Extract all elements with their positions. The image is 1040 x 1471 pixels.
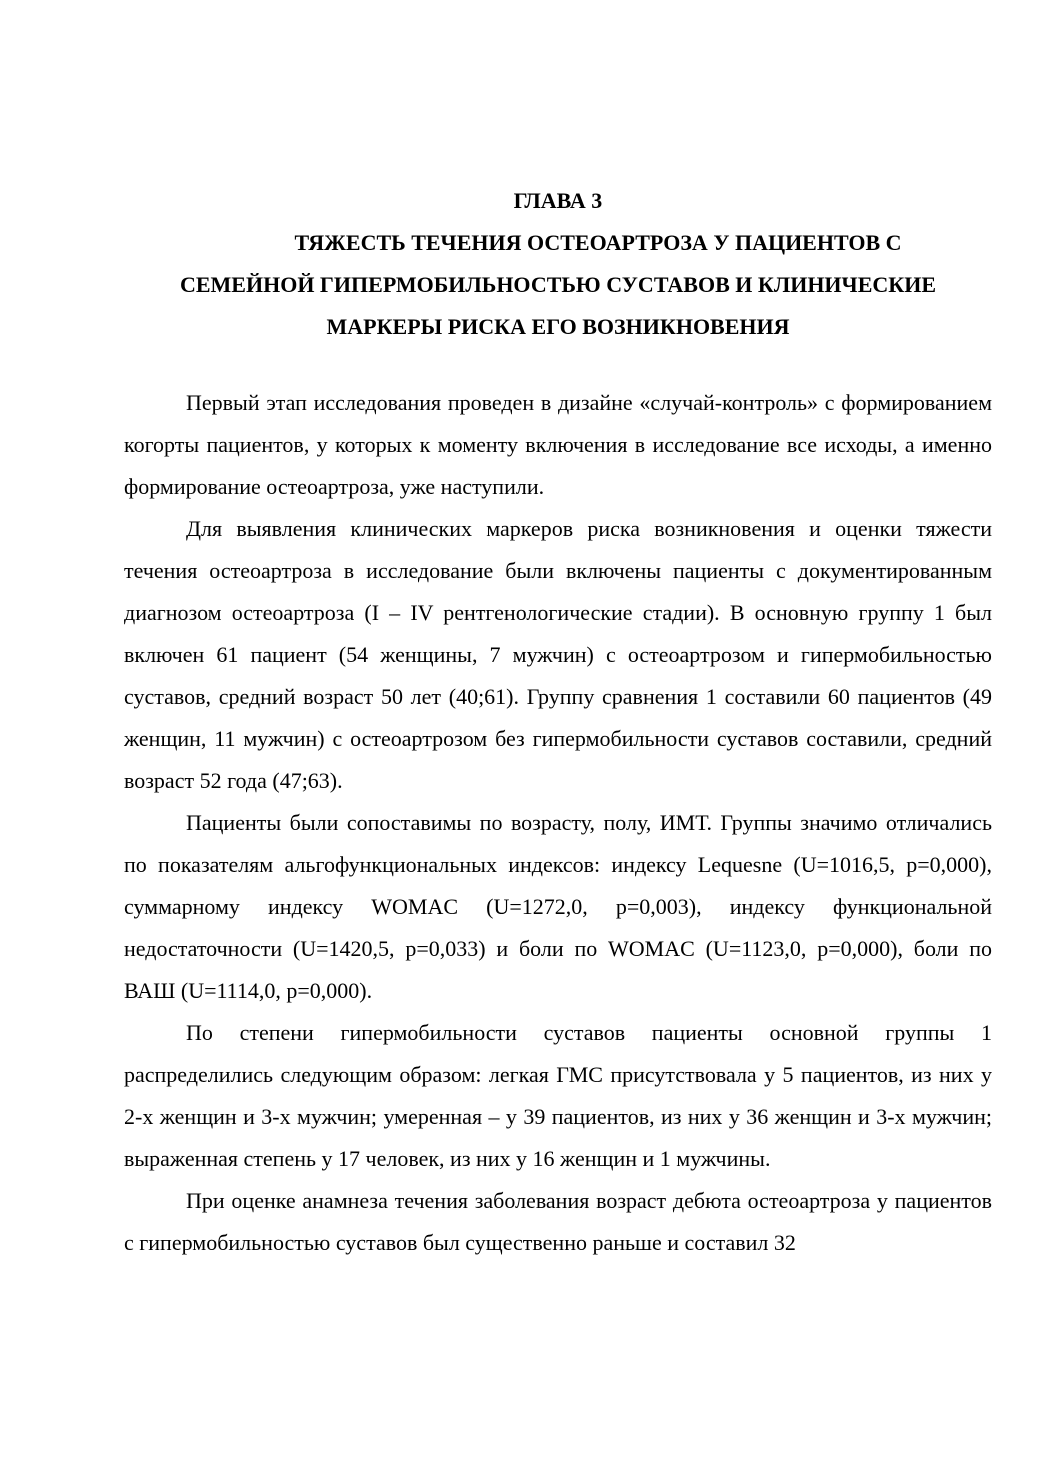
chapter-heading	[124, 180, 992, 348]
paragraph-1: Первый этап исследования проведен в дизайне «случай-контроль» с формированием когорты пациентов, у которых к моменту включения в исследование все исходы, а именно формирование остеоартроза, уже наступили.	[124, 390, 992, 499]
chapter-title-line-3: МАРКЕРЫ РИСКА ЕГО ВОЗНИКНОВЕНИЯ	[326, 314, 790, 339]
chapter-title-line-2: СЕМЕЙНОЙ ГИПЕРМОБИЛЬНОСТЬЮ СУСТАВОВ И КЛИНИЧЕСКИЕ	[179, 272, 936, 297]
paragraph-2: Для выявления клинических маркеров риска возникновения и оценки тяжести течения остеоартроза в исследование были включены пациенты с документированным диагнозом остеоартроза (I – IV рентгенологические стадии). В основную группу 1 был включен 61 пациент (54 женщины, 7 мужчин) с остеоартрозом и гипермобильностью суставов, средний возраст 50 лет (40;61). Группу сравнения 1 составили 60 пациентов (49 женщин, 11 мужчин) с остеоартрозом без гипермобильности суставов составили, средний возраст 52 года (47;63).	[124, 516, 992, 793]
chapter-number: ГЛАВА 3	[513, 188, 603, 213]
paragraph-5: При оценке анамнеза течения заболевания возраст дебюта остеоартроза у пациентов с гипермобильностью суставов был существенно раньше и составил 32	[124, 1188, 992, 1255]
document-page	[124, 180, 992, 1264]
chapter-title-line-1: ТЯЖЕСТЬ ТЕЧЕНИЯ ОСТЕОАРТРОЗА У ПАЦИЕНТОВ С	[294, 230, 902, 255]
paragraph-3: Пациенты были сопоставимы по возрасту, полу, ИМТ. Группы значимо отличались по показателям альгофункциональных индексов: индексу Lequesne (U=1016,5, p=0,000), суммарному индексу WOMAC (U=1272,0, p=0,003), индексу функциональной недостаточности (U=1420,5, p=0,033) и боли по WOMAC (U=1123,0, p=0,000), боли по ВАШ (U=1114,0, p=0,000).	[124, 810, 992, 1003]
paragraph-4: По степени гипермобильности суставов пациенты основной группы 1 распределились следующим образом: легкая ГМС присутствовала у 5 пациентов, из них у 2-х женщин и 3-х мужчин; умеренная – у 39 пациентов, из них у 36 женщин и 3-х мужчин; выраженная степень у 17 человек, из них у 16 женщин и 1 мужчины.	[124, 1020, 992, 1171]
